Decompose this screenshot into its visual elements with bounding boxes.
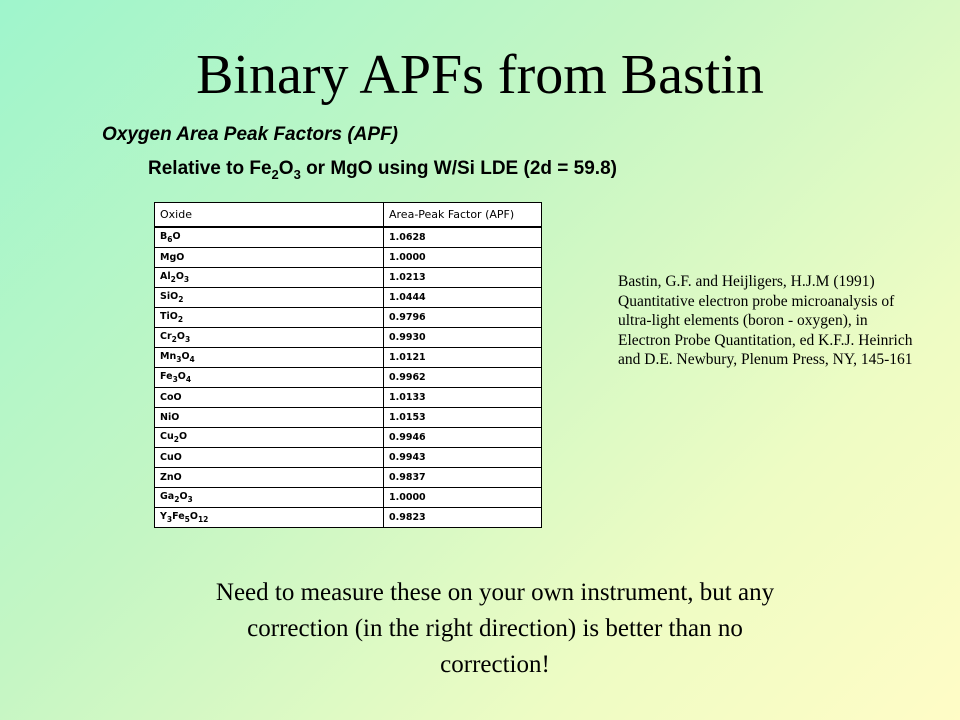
oxide-cell: [155, 448, 384, 468]
oxide-cell: [155, 248, 384, 268]
apf-value-cell: 1.0628: [384, 227, 542, 248]
oxide-subscript: 3: [176, 354, 182, 364]
oxide-symbol: O: [178, 431, 188, 443]
oxide-subscript: 3: [166, 514, 173, 524]
apf-value-cell: 1.0000: [384, 248, 542, 268]
table-row: [155, 248, 542, 268]
oxide-subscript: 3: [187, 494, 193, 504]
oxide-cell: [155, 268, 384, 288]
oxide-symbol: Cr: [160, 331, 172, 343]
oxide-cell: [155, 488, 384, 508]
oxide-cell: [155, 227, 384, 248]
apf-value-cell: 1.0000: [384, 488, 542, 508]
oxide-cell: [155, 328, 384, 348]
oxide-symbol: TiO: [160, 311, 178, 323]
oxide-symbol: O: [176, 331, 185, 343]
oxide-symbol: Y: [160, 511, 167, 523]
table-row: [155, 308, 542, 328]
table-row: [155, 468, 542, 488]
header-oxide: Oxide: [155, 203, 384, 228]
oxide-cell: [155, 508, 384, 528]
oxide-symbol: O: [189, 511, 198, 523]
oxide-subscript: 2: [178, 294, 184, 304]
oxide-symbol: Fe: [172, 511, 185, 523]
apf-value-cell: 0.9946: [384, 428, 542, 448]
oxide-subscript: 2: [170, 274, 176, 284]
oxide-symbol: Mn: [160, 351, 177, 363]
oxide-symbol: O: [175, 271, 184, 283]
reference-citation: Bastin, G.F. and Heijligers, H.J.M (1991) Quantitative electron probe microanalysis of ultra-light elements (boron - oxygen), in Electron Probe Quantitation, ed K.F.J. Heinrich and D.E. Newbury, Plenum Press, NY, 145-161: [618, 273, 913, 368]
table-row: [155, 428, 542, 448]
oxide-subscript: 12: [197, 514, 209, 524]
oxide-symbol: SiO: [160, 291, 179, 303]
slide-title: Binary APFs from Bastin: [196, 44, 764, 106]
table-row: [155, 328, 542, 348]
table-row: [155, 368, 542, 388]
apf-table-body: [155, 227, 542, 528]
apf-value-cell: 1.0121: [384, 348, 542, 368]
subtitle-apf: Oxygen Area Peak Factors (APF): [102, 124, 399, 145]
apf-table: [154, 202, 542, 528]
oxide-symbol: NiO: [160, 412, 180, 423]
oxide-symbol: B: [160, 231, 168, 243]
subtitle-part: O: [278, 158, 294, 179]
oxide-subscript: 4: [189, 354, 195, 364]
apf-value-cell: 1.0153: [384, 408, 542, 428]
oxide-symbol: Ga: [160, 491, 175, 503]
oxide-cell: [155, 348, 384, 368]
oxide-symbol: O: [179, 491, 188, 503]
oxide-subscript: 5: [184, 514, 190, 524]
oxide-cell: [155, 288, 384, 308]
oxide-subscript: 3: [172, 374, 178, 384]
subtitle-part: Relative to Fe: [148, 158, 272, 179]
table-row: [155, 388, 542, 408]
oxide-symbol: ZnO: [160, 472, 182, 483]
oxide-symbol: Cu: [160, 431, 174, 443]
oxide-symbol: CoO: [160, 392, 182, 403]
oxide-symbol: O: [181, 351, 190, 363]
oxide-symbol: CuO: [160, 452, 182, 463]
table-row: [155, 508, 542, 528]
apf-value-cell: 0.9823: [384, 508, 542, 528]
header-apf: Area-Peak Factor (APF): [384, 203, 542, 228]
oxide-symbol: O: [172, 231, 181, 243]
oxide-cell: [155, 468, 384, 488]
oxide-cell: [155, 368, 384, 388]
table-row: [155, 227, 542, 248]
oxide-symbol: O: [177, 371, 186, 383]
subtitle-subscript: 3: [293, 166, 301, 182]
oxide-symbol: MgO: [160, 252, 185, 263]
oxide-cell: [155, 428, 384, 448]
oxide-subscript: 2: [174, 494, 180, 504]
footnote-text: Need to measure these on your own instrument, but any correction (in the right direction) is better than no correction!: [215, 579, 775, 678]
oxide-subscript: 6: [167, 234, 173, 244]
oxide-subscript: 2: [173, 434, 179, 444]
oxide-cell: [155, 308, 384, 328]
subtitle-relative: [148, 158, 617, 182]
table-row: [155, 408, 542, 428]
oxide-symbol: Fe: [160, 371, 173, 383]
table-row: [155, 488, 542, 508]
subtitle-part: or MgO using W/Si LDE (2d = 59.8): [300, 158, 617, 179]
oxide-cell: [155, 388, 384, 408]
apf-value-cell: 0.9837: [384, 468, 542, 488]
apf-value-cell: 1.0213: [384, 268, 542, 288]
oxide-symbol: Al: [160, 271, 171, 283]
table-row: [155, 288, 542, 308]
apf-value-cell: 0.9943: [384, 448, 542, 468]
table-row: [155, 348, 542, 368]
table-row: [155, 268, 542, 288]
apf-value-cell: 1.0444: [384, 288, 542, 308]
oxide-subscript: 2: [171, 334, 177, 344]
apf-value-cell: 0.9962: [384, 368, 542, 388]
table-header-row: [155, 203, 542, 228]
oxide-subscript: 2: [177, 314, 184, 324]
subtitle-subscript: 2: [271, 166, 279, 182]
oxide-subscript: 4: [185, 374, 192, 384]
apf-value-cell: 0.9930: [384, 328, 542, 348]
oxide-subscript: 3: [184, 334, 191, 344]
apf-value-cell: 0.9796: [384, 308, 542, 328]
apf-value-cell: 1.0133: [384, 388, 542, 408]
oxide-subscript: 3: [183, 274, 190, 284]
oxide-cell: [155, 408, 384, 428]
table-row: [155, 448, 542, 468]
